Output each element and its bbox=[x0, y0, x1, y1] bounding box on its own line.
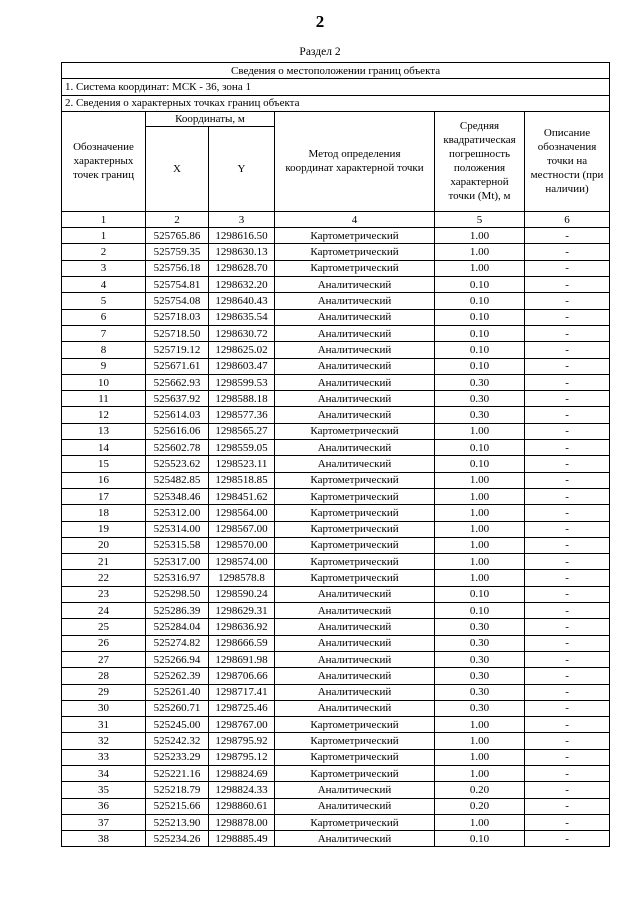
x-cell: 525315.58 bbox=[146, 537, 209, 553]
x-cell: 525266.94 bbox=[146, 651, 209, 667]
error-cell: 1.00 bbox=[435, 814, 525, 830]
table-row bbox=[62, 244, 610, 260]
method-cell: Картометрический bbox=[275, 814, 435, 830]
method-cell: Картометрический bbox=[275, 749, 435, 765]
y-cell: 1298640.43 bbox=[209, 293, 275, 309]
point-id-cell: 27 bbox=[62, 651, 146, 667]
table-row bbox=[62, 684, 610, 700]
point-id-cell: 20 bbox=[62, 537, 146, 553]
method-cell: Картометрический bbox=[275, 505, 435, 521]
method-cell: Аналитический bbox=[275, 586, 435, 602]
y-cell: 1298824.33 bbox=[209, 782, 275, 798]
y-cell: 1298564.00 bbox=[209, 505, 275, 521]
error-cell: 0.10 bbox=[435, 831, 525, 847]
point-id-cell: 18 bbox=[62, 505, 146, 521]
method-cell: Аналитический bbox=[275, 700, 435, 716]
point-id-cell: 11 bbox=[62, 391, 146, 407]
x-cell: 525482.85 bbox=[146, 472, 209, 488]
table-row bbox=[62, 456, 610, 472]
method-cell: Аналитический bbox=[275, 684, 435, 700]
col-number: 5 bbox=[435, 211, 525, 227]
section-title: Раздел 2 bbox=[299, 46, 341, 58]
error-cell: 1.00 bbox=[435, 570, 525, 586]
x-cell: 525756.18 bbox=[146, 260, 209, 276]
description-cell: - bbox=[525, 358, 610, 374]
error-cell: 0.10 bbox=[435, 325, 525, 341]
error-cell: 0.20 bbox=[435, 782, 525, 798]
method-cell: Аналитический bbox=[275, 342, 435, 358]
x-cell: 525754.08 bbox=[146, 293, 209, 309]
point-id-cell: 1 bbox=[62, 228, 146, 244]
y-cell: 1298603.47 bbox=[209, 358, 275, 374]
table-row bbox=[62, 423, 610, 439]
description-cell: - bbox=[525, 260, 610, 276]
description-cell: - bbox=[525, 554, 610, 570]
description-cell: - bbox=[525, 342, 610, 358]
description-cell: - bbox=[525, 717, 610, 733]
table-row bbox=[62, 782, 610, 798]
col-number: 3 bbox=[209, 211, 275, 227]
table-row bbox=[62, 277, 610, 293]
point-id-cell: 13 bbox=[62, 423, 146, 439]
table-row bbox=[62, 765, 610, 781]
points-title: 2. Сведения о характерных точках границ объекта bbox=[62, 95, 610, 111]
table-row bbox=[62, 700, 610, 716]
method-cell: Аналитический bbox=[275, 619, 435, 635]
col-number: 4 bbox=[275, 211, 435, 227]
error-cell: 0.10 bbox=[435, 440, 525, 456]
point-id-cell: 6 bbox=[62, 309, 146, 325]
x-cell: 525614.03 bbox=[146, 407, 209, 423]
col-number: 6 bbox=[525, 211, 610, 227]
method-cell: Аналитический bbox=[275, 782, 435, 798]
x-cell: 525718.50 bbox=[146, 325, 209, 341]
x-cell: 525218.79 bbox=[146, 782, 209, 798]
table-row bbox=[62, 586, 610, 602]
description-cell: - bbox=[525, 374, 610, 390]
point-id-cell: 10 bbox=[62, 374, 146, 390]
method-cell: Аналитический bbox=[275, 325, 435, 341]
y-cell: 1298885.49 bbox=[209, 831, 275, 847]
point-id-cell: 31 bbox=[62, 717, 146, 733]
point-id-cell: 34 bbox=[62, 765, 146, 781]
y-cell: 1298630.13 bbox=[209, 244, 275, 260]
y-cell: 1298590.24 bbox=[209, 586, 275, 602]
error-cell: 0.30 bbox=[435, 374, 525, 390]
x-cell: 525718.03 bbox=[146, 309, 209, 325]
point-id-cell: 36 bbox=[62, 798, 146, 814]
error-cell: 1.00 bbox=[435, 521, 525, 537]
y-cell: 1298523.11 bbox=[209, 456, 275, 472]
x-cell: 525759.35 bbox=[146, 244, 209, 260]
method-cell: Картометрический bbox=[275, 554, 435, 570]
col-number: 2 bbox=[146, 211, 209, 227]
method-cell: Аналитический bbox=[275, 293, 435, 309]
description-cell: - bbox=[525, 749, 610, 765]
error-cell: 1.00 bbox=[435, 260, 525, 276]
table-row bbox=[62, 391, 610, 407]
point-id-cell: 25 bbox=[62, 619, 146, 635]
error-cell: 0.20 bbox=[435, 798, 525, 814]
method-cell: Картометрический bbox=[275, 488, 435, 504]
col-number: 1 bbox=[62, 211, 146, 227]
description-cell: - bbox=[525, 619, 610, 635]
y-cell: 1298795.12 bbox=[209, 749, 275, 765]
method-cell: Аналитический bbox=[275, 391, 435, 407]
method-cell: Аналитический bbox=[275, 635, 435, 651]
y-cell: 1298616.50 bbox=[209, 228, 275, 244]
y-cell: 1298559.05 bbox=[209, 440, 275, 456]
table-row bbox=[62, 619, 610, 635]
x-cell: 525312.00 bbox=[146, 505, 209, 521]
point-id-cell: 24 bbox=[62, 603, 146, 619]
x-cell: 525260.71 bbox=[146, 700, 209, 716]
x-cell: 525221.16 bbox=[146, 765, 209, 781]
error-cell: 1.00 bbox=[435, 505, 525, 521]
error-cell: 0.30 bbox=[435, 651, 525, 667]
x-cell: 525671.61 bbox=[146, 358, 209, 374]
description-cell: - bbox=[525, 570, 610, 586]
y-cell: 1298570.00 bbox=[209, 537, 275, 553]
y-cell: 1298635.54 bbox=[209, 309, 275, 325]
table-row bbox=[62, 814, 610, 830]
x-cell: 525261.40 bbox=[146, 684, 209, 700]
method-cell: Картометрический bbox=[275, 537, 435, 553]
y-cell: 1298628.70 bbox=[209, 260, 275, 276]
x-cell: 525316.97 bbox=[146, 570, 209, 586]
y-cell: 1298824.69 bbox=[209, 765, 275, 781]
method-cell: Аналитический bbox=[275, 407, 435, 423]
y-cell: 1298577.36 bbox=[209, 407, 275, 423]
description-cell: - bbox=[525, 423, 610, 439]
point-id-cell: 33 bbox=[62, 749, 146, 765]
point-id-cell: 28 bbox=[62, 668, 146, 684]
x-cell: 525245.00 bbox=[146, 717, 209, 733]
table-row bbox=[62, 749, 610, 765]
description-cell: - bbox=[525, 684, 610, 700]
error-cell: 0.10 bbox=[435, 342, 525, 358]
description-cell: - bbox=[525, 651, 610, 667]
table-title: Сведения о местоположении границ объекта bbox=[62, 63, 610, 79]
table-row bbox=[62, 440, 610, 456]
error-cell: 1.00 bbox=[435, 488, 525, 504]
point-id-cell: 38 bbox=[62, 831, 146, 847]
table-row bbox=[62, 717, 610, 733]
table-row bbox=[62, 358, 610, 374]
error-cell: 0.30 bbox=[435, 684, 525, 700]
point-id-cell: 37 bbox=[62, 814, 146, 830]
error-cell: 1.00 bbox=[435, 733, 525, 749]
method-cell: Аналитический bbox=[275, 358, 435, 374]
error-cell: 1.00 bbox=[435, 472, 525, 488]
error-cell: 1.00 bbox=[435, 537, 525, 553]
header-point-designation: Обозначение характерных точек границ bbox=[62, 111, 146, 211]
y-cell: 1298630.72 bbox=[209, 325, 275, 341]
header-coordinates: Координаты, м bbox=[146, 111, 275, 126]
error-cell: 0.10 bbox=[435, 358, 525, 374]
table-row bbox=[62, 260, 610, 276]
header-error: Средняя квадратическая погрешность положения характерной точки (Mt), м bbox=[435, 111, 525, 211]
y-cell: 1298706.66 bbox=[209, 668, 275, 684]
y-cell: 1298567.00 bbox=[209, 521, 275, 537]
description-cell: - bbox=[525, 505, 610, 521]
method-cell: Аналитический bbox=[275, 277, 435, 293]
y-cell: 1298795.92 bbox=[209, 733, 275, 749]
error-cell: 1.00 bbox=[435, 423, 525, 439]
table-row bbox=[62, 651, 610, 667]
x-cell: 525242.32 bbox=[146, 733, 209, 749]
error-cell: 0.10 bbox=[435, 293, 525, 309]
header-method: Метод определения координат характерной точки bbox=[275, 111, 435, 211]
x-cell: 525284.04 bbox=[146, 619, 209, 635]
error-cell: 0.30 bbox=[435, 700, 525, 716]
x-cell: 525754.81 bbox=[146, 277, 209, 293]
description-cell: - bbox=[525, 277, 610, 293]
table-row bbox=[62, 635, 610, 651]
method-cell: Картометрический bbox=[275, 733, 435, 749]
y-cell: 1298451.62 bbox=[209, 488, 275, 504]
method-cell: Картометрический bbox=[275, 228, 435, 244]
error-cell: 0.30 bbox=[435, 407, 525, 423]
method-cell: Картометрический bbox=[275, 521, 435, 537]
description-cell: - bbox=[525, 537, 610, 553]
method-cell: Картометрический bbox=[275, 423, 435, 439]
error-cell: 0.10 bbox=[435, 603, 525, 619]
table-row bbox=[62, 521, 610, 537]
point-id-cell: 23 bbox=[62, 586, 146, 602]
y-cell: 1298636.92 bbox=[209, 619, 275, 635]
method-cell: Картометрический bbox=[275, 244, 435, 260]
point-id-cell: 21 bbox=[62, 554, 146, 570]
x-cell: 525348.46 bbox=[146, 488, 209, 504]
description-cell: - bbox=[525, 782, 610, 798]
x-cell: 525215.66 bbox=[146, 798, 209, 814]
point-id-cell: 5 bbox=[62, 293, 146, 309]
description-cell: - bbox=[525, 293, 610, 309]
y-cell: 1298518.85 bbox=[209, 472, 275, 488]
y-cell: 1298565.27 bbox=[209, 423, 275, 439]
boundary-points-table bbox=[61, 62, 610, 847]
table-row bbox=[62, 228, 610, 244]
table-row bbox=[62, 488, 610, 504]
y-cell: 1298625.02 bbox=[209, 342, 275, 358]
table-row bbox=[62, 374, 610, 390]
x-cell: 525637.92 bbox=[146, 391, 209, 407]
error-cell: 0.30 bbox=[435, 635, 525, 651]
point-id-cell: 26 bbox=[62, 635, 146, 651]
description-cell: - bbox=[525, 814, 610, 830]
table-row bbox=[62, 293, 610, 309]
coord-system: 1. Система координат: МСК - 36, зона 1 bbox=[62, 79, 610, 95]
method-cell: Картометрический bbox=[275, 717, 435, 733]
description-cell: - bbox=[525, 521, 610, 537]
point-id-cell: 7 bbox=[62, 325, 146, 341]
y-cell: 1298588.18 bbox=[209, 391, 275, 407]
description-cell: - bbox=[525, 798, 610, 814]
error-cell: 1.00 bbox=[435, 228, 525, 244]
method-cell: Аналитический bbox=[275, 603, 435, 619]
point-id-cell: 35 bbox=[62, 782, 146, 798]
table-row bbox=[62, 831, 610, 847]
error-cell: 0.30 bbox=[435, 619, 525, 635]
point-id-cell: 14 bbox=[62, 440, 146, 456]
point-id-cell: 9 bbox=[62, 358, 146, 374]
description-cell: - bbox=[525, 472, 610, 488]
y-cell: 1298767.00 bbox=[209, 717, 275, 733]
x-cell: 525234.26 bbox=[146, 831, 209, 847]
table-row bbox=[62, 309, 610, 325]
description-cell: - bbox=[525, 668, 610, 684]
x-cell: 525523.62 bbox=[146, 456, 209, 472]
description-cell: - bbox=[525, 309, 610, 325]
x-cell: 525317.00 bbox=[146, 554, 209, 570]
method-cell: Аналитический bbox=[275, 651, 435, 667]
error-cell: 0.10 bbox=[435, 586, 525, 602]
method-cell: Аналитический bbox=[275, 440, 435, 456]
method-cell: Картометрический bbox=[275, 472, 435, 488]
error-cell: 1.00 bbox=[435, 244, 525, 260]
description-cell: - bbox=[525, 700, 610, 716]
table-row bbox=[62, 537, 610, 553]
table-row bbox=[62, 342, 610, 358]
error-cell: 0.10 bbox=[435, 277, 525, 293]
y-cell: 1298878.00 bbox=[209, 814, 275, 830]
point-id-cell: 12 bbox=[62, 407, 146, 423]
method-cell: Картометрический bbox=[275, 765, 435, 781]
y-cell: 1298691.98 bbox=[209, 651, 275, 667]
error-cell: 1.00 bbox=[435, 717, 525, 733]
x-cell: 525262.39 bbox=[146, 668, 209, 684]
point-id-cell: 17 bbox=[62, 488, 146, 504]
x-cell: 525602.78 bbox=[146, 440, 209, 456]
y-cell: 1298629.31 bbox=[209, 603, 275, 619]
description-cell: - bbox=[525, 244, 610, 260]
x-cell: 525662.93 bbox=[146, 374, 209, 390]
point-id-cell: 2 bbox=[62, 244, 146, 260]
description-cell: - bbox=[525, 228, 610, 244]
header-description: Описание обозначения точки на местности (при наличии) bbox=[525, 111, 610, 211]
page-number: 2 bbox=[315, 12, 325, 31]
description-cell: - bbox=[525, 407, 610, 423]
y-cell: 1298666.59 bbox=[209, 635, 275, 651]
method-cell: Аналитический bbox=[275, 374, 435, 390]
point-id-cell: 29 bbox=[62, 684, 146, 700]
table-row bbox=[62, 603, 610, 619]
header-x: X bbox=[146, 126, 209, 211]
x-cell: 525765.86 bbox=[146, 228, 209, 244]
point-id-cell: 16 bbox=[62, 472, 146, 488]
description-cell: - bbox=[525, 440, 610, 456]
point-id-cell: 4 bbox=[62, 277, 146, 293]
table-row bbox=[62, 325, 610, 341]
error-cell: 0.30 bbox=[435, 668, 525, 684]
error-cell: 1.00 bbox=[435, 749, 525, 765]
description-cell: - bbox=[525, 733, 610, 749]
description-cell: - bbox=[525, 488, 610, 504]
error-cell: 1.00 bbox=[435, 554, 525, 570]
x-cell: 525616.06 bbox=[146, 423, 209, 439]
x-cell: 525213.90 bbox=[146, 814, 209, 830]
error-cell: 0.10 bbox=[435, 456, 525, 472]
table-row bbox=[62, 668, 610, 684]
error-cell: 1.00 bbox=[435, 765, 525, 781]
method-cell: Аналитический bbox=[275, 798, 435, 814]
table-row bbox=[62, 733, 610, 749]
point-id-cell: 22 bbox=[62, 570, 146, 586]
x-cell: 525298.50 bbox=[146, 586, 209, 602]
description-cell: - bbox=[525, 325, 610, 341]
method-cell: Аналитический bbox=[275, 309, 435, 325]
description-cell: - bbox=[525, 391, 610, 407]
y-cell: 1298599.53 bbox=[209, 374, 275, 390]
description-cell: - bbox=[525, 456, 610, 472]
error-cell: 0.30 bbox=[435, 391, 525, 407]
method-cell: Аналитический bbox=[275, 456, 435, 472]
y-cell: 1298717.41 bbox=[209, 684, 275, 700]
y-cell: 1298632.20 bbox=[209, 277, 275, 293]
method-cell: Картометрический bbox=[275, 260, 435, 276]
description-cell: - bbox=[525, 586, 610, 602]
point-id-cell: 19 bbox=[62, 521, 146, 537]
method-cell: Аналитический bbox=[275, 831, 435, 847]
y-cell: 1298860.61 bbox=[209, 798, 275, 814]
description-cell: - bbox=[525, 831, 610, 847]
x-cell: 525314.00 bbox=[146, 521, 209, 537]
x-cell: 525719.12 bbox=[146, 342, 209, 358]
method-cell: Аналитический bbox=[275, 668, 435, 684]
point-id-cell: 30 bbox=[62, 700, 146, 716]
point-id-cell: 3 bbox=[62, 260, 146, 276]
x-cell: 525233.29 bbox=[146, 749, 209, 765]
table-row bbox=[62, 505, 610, 521]
description-cell: - bbox=[525, 603, 610, 619]
description-cell: - bbox=[525, 765, 610, 781]
table-row bbox=[62, 798, 610, 814]
table-row bbox=[62, 554, 610, 570]
x-cell: 525274.82 bbox=[146, 635, 209, 651]
point-id-cell: 8 bbox=[62, 342, 146, 358]
x-cell: 525286.39 bbox=[146, 603, 209, 619]
error-cell: 0.10 bbox=[435, 309, 525, 325]
point-id-cell: 32 bbox=[62, 733, 146, 749]
point-id-cell: 15 bbox=[62, 456, 146, 472]
y-cell: 1298578.8 bbox=[209, 570, 275, 586]
method-cell: Картометрический bbox=[275, 570, 435, 586]
y-cell: 1298725.46 bbox=[209, 700, 275, 716]
y-cell: 1298574.00 bbox=[209, 554, 275, 570]
description-cell: - bbox=[525, 635, 610, 651]
table-row bbox=[62, 472, 610, 488]
header-y: Y bbox=[209, 126, 275, 211]
table-row bbox=[62, 570, 610, 586]
table-row bbox=[62, 407, 610, 423]
